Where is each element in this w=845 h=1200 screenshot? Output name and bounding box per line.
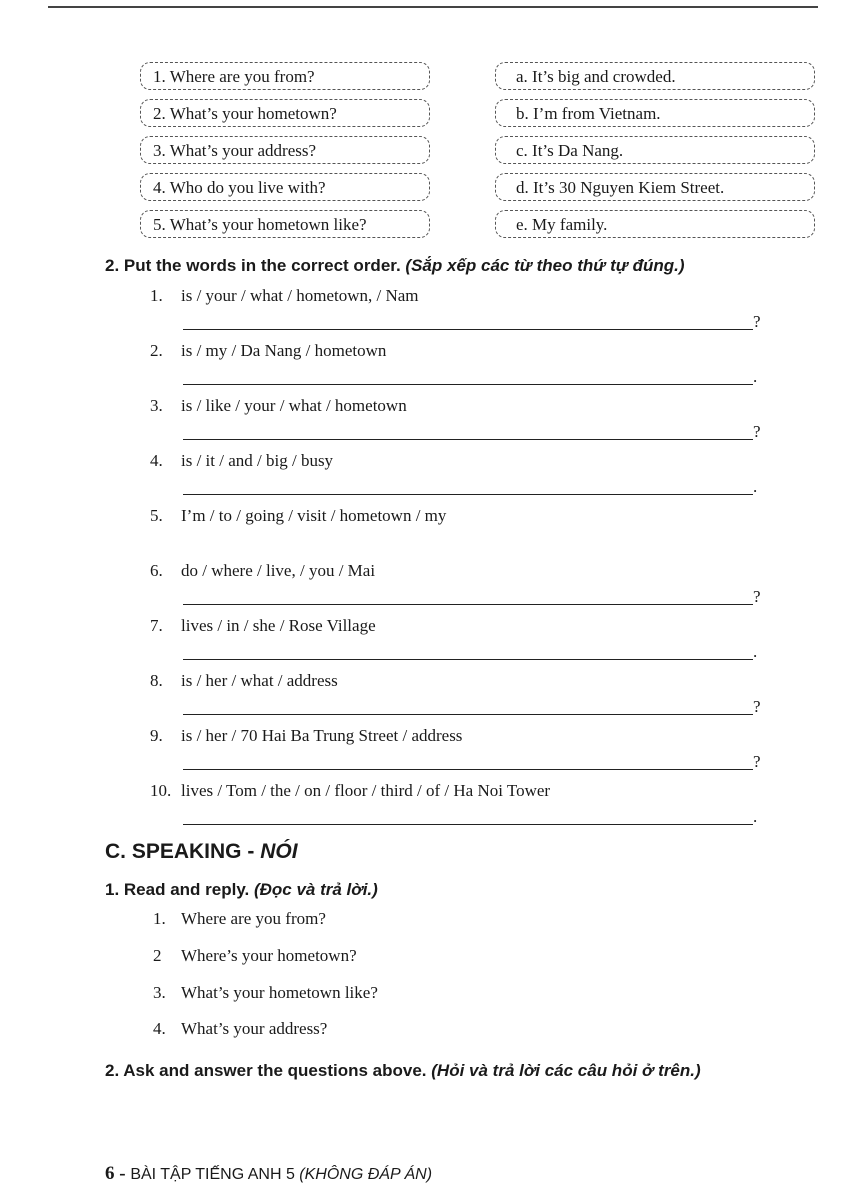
- ordering-title-vi: (Sắp xếp các từ theo thứ tự đúng.): [405, 256, 685, 275]
- ordering-title: [105, 256, 685, 276]
- item-words: is / like / your / what / hometown: [181, 396, 407, 415]
- speaking-question: [153, 909, 326, 929]
- item-number: 9.: [150, 726, 163, 745]
- item-number: 1.: [153, 909, 166, 928]
- end-punctuation: .: [753, 367, 758, 386]
- question-box: 5. What’s your hometown like?: [140, 210, 430, 238]
- ask-answer-title: [105, 1061, 701, 1081]
- end-punctuation: ?: [753, 697, 761, 716]
- ordering-item: [150, 671, 338, 691]
- item-number: 6.: [150, 561, 163, 580]
- question-box: 4. Who do you live with?: [140, 173, 430, 201]
- book-title: BÀI TẬP TIẾNG ANH 5: [130, 1166, 300, 1183]
- ordering-item: [150, 396, 407, 416]
- item-words: lives / in / she / Rose Village: [181, 616, 376, 635]
- question-box: 3. What’s your address?: [140, 136, 430, 164]
- ordering-item: [150, 561, 375, 581]
- question-text: What’s your address?: [181, 1019, 328, 1038]
- answer-box: a. It’s big and crowded.: [495, 62, 815, 90]
- ask-answer-title-en: 2. Ask and answer the questions above.: [105, 1061, 427, 1080]
- read-reply-title-vi: (Đọc và trả lời.): [253, 880, 378, 899]
- item-words: is / it / and / big / busy: [181, 451, 334, 470]
- item-number: 3.: [153, 983, 166, 1002]
- speaking-question: [153, 983, 378, 1003]
- item-words: lives / Tom / the / on / floor / third / of / Ha Noi Tower: [181, 781, 551, 800]
- answer-line[interactable]: [183, 329, 753, 330]
- speaking-question: [153, 1019, 327, 1039]
- item-words: is / her / 70 Hai Ba Trung Street / address: [181, 726, 463, 745]
- speaking-question: [153, 946, 357, 966]
- ordering-item: [150, 616, 376, 636]
- match-row: [140, 60, 820, 97]
- speaking-heading: [105, 840, 298, 864]
- item-words: is / her / what / address: [181, 671, 338, 690]
- answer-line[interactable]: [183, 384, 753, 385]
- item-number: 5.: [150, 506, 163, 525]
- item-words: is / your / what / hometown, / Nam: [181, 286, 419, 305]
- item-words: do / where / live, / you / Mai: [181, 561, 376, 580]
- ask-answer-title-vi: (Hỏi và trả lời các câu hỏi ở trên.): [431, 1061, 701, 1080]
- speaking-heading-en: C. SPEAKING -: [105, 840, 261, 863]
- matching-exercise: [140, 60, 820, 245]
- question-box: 1. Where are you from?: [140, 62, 430, 90]
- item-number: 7.: [150, 616, 163, 635]
- read-reply-title-en: 1. Read and reply.: [105, 880, 250, 899]
- page-footer: [105, 1163, 432, 1185]
- ordering-item: [150, 726, 462, 746]
- answer-box: d. It’s 30 Nguyen Kiem Street.: [495, 173, 815, 201]
- answer-line[interactable]: [183, 604, 753, 605]
- ordering-item: [150, 506, 446, 526]
- ordering-item: [150, 781, 550, 801]
- end-punctuation: .: [753, 642, 758, 661]
- question-text: Where are you from?: [181, 909, 326, 928]
- item-number: 1.: [150, 286, 163, 305]
- end-punctuation: .: [753, 807, 758, 826]
- item-number: 10.: [150, 781, 172, 800]
- match-row: [140, 208, 820, 245]
- question-box: 2. What’s your hometown?: [140, 99, 430, 127]
- answer-box: c. It’s Da Nang.: [495, 136, 815, 164]
- question-text: What’s your hometown like?: [181, 983, 378, 1002]
- item-number: 2: [153, 946, 162, 965]
- match-row: [140, 134, 820, 171]
- answer-line[interactable]: [183, 659, 753, 660]
- answer-box: e. My family.: [495, 210, 815, 238]
- item-words: is / my / Da Nang / hometown: [181, 341, 387, 360]
- answer-line[interactable]: [183, 439, 753, 440]
- item-number: 3.: [150, 396, 163, 415]
- answer-line[interactable]: [183, 494, 753, 495]
- end-punctuation: ?: [753, 312, 761, 331]
- page-number: 6 -: [105, 1163, 131, 1184]
- ordering-item: [150, 451, 333, 471]
- answer-box: b. I’m from Vietnam.: [495, 99, 815, 127]
- end-punctuation: .: [753, 477, 758, 496]
- answer-line[interactable]: [183, 714, 753, 715]
- match-row: [140, 97, 820, 134]
- match-row: [140, 171, 820, 208]
- item-number: 8.: [150, 671, 163, 690]
- end-punctuation: ?: [753, 752, 761, 771]
- end-punctuation: ?: [753, 422, 761, 441]
- question-text: Where’s your hometown?: [181, 946, 357, 965]
- ordering-title-en: 2. Put the words in the correct order.: [105, 256, 401, 275]
- item-words: I’m / to / going / visit / hometown / my: [181, 506, 447, 525]
- item-number: 4.: [150, 451, 163, 470]
- answer-line[interactable]: [183, 769, 753, 770]
- answer-line[interactable]: [183, 824, 753, 825]
- end-punctuation: ?: [753, 587, 761, 606]
- top-rule: [48, 6, 818, 8]
- book-note: (KHÔNG ĐÁP ÁN): [299, 1166, 433, 1183]
- ordering-item: [150, 341, 386, 361]
- ordering-item: [150, 286, 419, 306]
- item-number: 2.: [150, 341, 163, 360]
- speaking-heading-vi: NÓI: [260, 840, 298, 863]
- item-number: 4.: [153, 1019, 166, 1038]
- read-reply-title: [105, 880, 378, 900]
